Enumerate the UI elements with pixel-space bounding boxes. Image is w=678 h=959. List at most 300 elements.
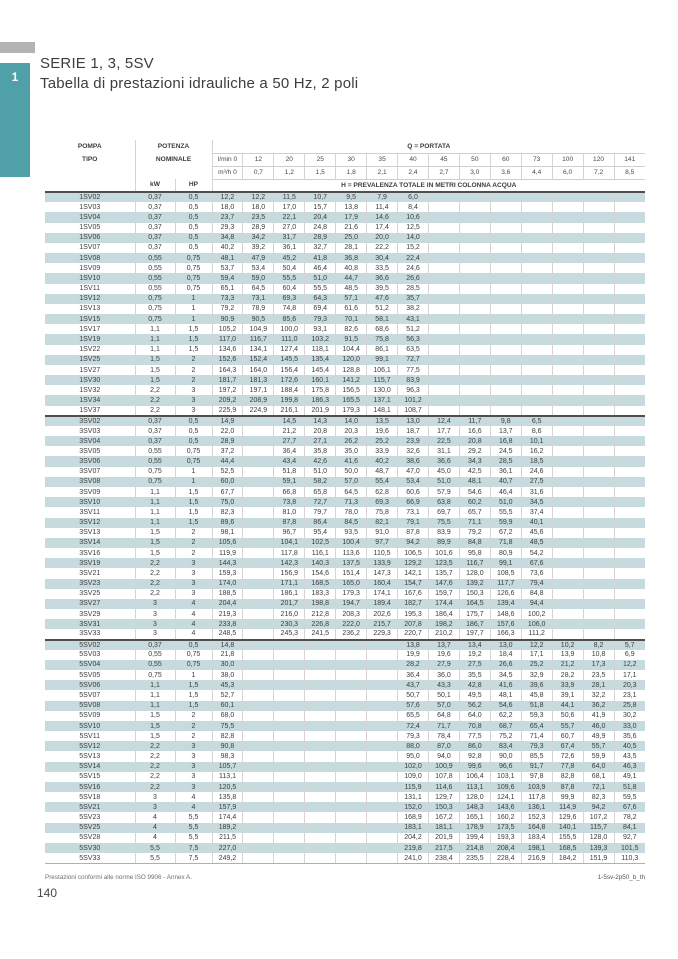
cell-head-value (367, 762, 398, 772)
cell-head-value (243, 721, 274, 731)
table-row (45, 670, 645, 680)
cell-head-value: 189,4 (367, 599, 398, 609)
cell-head-value (243, 558, 274, 568)
cell-head-value: 58,2 (305, 477, 336, 487)
cell-head-value (490, 212, 521, 222)
cell-head-value: 128,0 (583, 833, 614, 843)
cell-kw: 4 (135, 812, 175, 822)
cell-head-value (336, 640, 367, 650)
cell-head-value: 55,7 (552, 721, 583, 731)
cell-kw: 0,55 (135, 650, 175, 660)
cell-head-value (367, 853, 398, 863)
cell-head-value: 186,4 (428, 609, 459, 619)
cell-hp: 4 (175, 599, 212, 609)
cell-head-value: 199,8 (274, 395, 305, 405)
cell-head-value: 55,5 (274, 273, 305, 283)
cell-head-value (243, 548, 274, 558)
cell-head-value: 21,6 (336, 223, 367, 233)
cell-head-value: 64,5 (336, 487, 367, 497)
cell-hp: 2 (175, 548, 212, 558)
cell-head-value (614, 233, 645, 243)
cell-head-value (521, 314, 552, 324)
cell-head-value (274, 792, 305, 802)
cell-pump-type: 5SV30 (45, 843, 135, 853)
cell-head-value: 23,9 (398, 436, 429, 446)
cell-head-value: 28,9 (305, 233, 336, 243)
header-m3h-value: 8,5 (614, 166, 645, 179)
cell-head-value: 36,6 (367, 273, 398, 283)
cell-head-value: 31,1 (428, 446, 459, 456)
cell-head-value (336, 843, 367, 853)
cell-head-value: 41,8 (305, 253, 336, 263)
cell-head-value (614, 518, 645, 528)
cell-head-value: 60,4 (274, 284, 305, 294)
cell-head-value (552, 629, 583, 639)
cell-head-value: 166,3 (490, 629, 521, 639)
cell-head-value: 84,1 (614, 823, 645, 833)
cell-head-value (552, 487, 583, 497)
cell-head-value: 100,2 (521, 609, 552, 619)
cell-hp: 3 (175, 751, 212, 761)
cell-head-value: 34,2 (243, 233, 274, 243)
cell-kw: 4 (135, 833, 175, 843)
cell-kw: 3 (135, 629, 175, 639)
cell-head-value (552, 609, 583, 619)
table-row (45, 792, 645, 802)
cell-kw: 1,5 (135, 375, 175, 385)
cell-hp: 0,75 (175, 456, 212, 466)
cell-head-value (521, 202, 552, 212)
cell-head-value: 69,7 (428, 507, 459, 517)
cell-head-value: 155,5 (552, 833, 583, 843)
cell-kw: 0,55 (135, 273, 175, 283)
cell-head-value: 38,6 (398, 456, 429, 466)
cell-pump-type: 1SV32 (79, 386, 101, 394)
cell-head-value: 111,0 (274, 334, 305, 344)
header-m3h-value: 3,0 (459, 166, 490, 179)
cell-pump-type: 1SV06 (45, 233, 135, 243)
cell-head-value (243, 629, 274, 639)
cell-head-value: 220,7 (398, 629, 429, 639)
cell-head-value: 75,8 (367, 334, 398, 344)
cell-pump-type: 3SV19 (45, 558, 135, 568)
cell-head-value: 51,8 (614, 782, 645, 792)
cell-pump-type: 5SV16 (45, 782, 135, 792)
cell-head-value (243, 640, 274, 650)
cell-hp: 0,75 (175, 446, 212, 456)
cell-head-value: 27,0 (274, 223, 305, 233)
cell-head-value: 79,4 (521, 579, 552, 589)
cell-pump-type: 5SV03 (79, 651, 101, 659)
cell-head-value (274, 762, 305, 772)
cell-head-value: 29,3 (212, 223, 243, 233)
cell-kw: 0,37 (135, 426, 175, 436)
cell-head-value: 212,8 (305, 609, 336, 619)
header-potenza: POTENZA (135, 140, 212, 153)
cell-head-value: 71,8 (490, 538, 521, 548)
cell-head-value: 216,1 (274, 406, 305, 416)
cell-head-value: 53,4 (243, 263, 274, 273)
cell-head-value: 13,0 (398, 416, 429, 426)
cell-head-value: 27,5 (521, 477, 552, 487)
cell-head-value: 135,8 (212, 792, 243, 802)
cell-kw: 2,2 (135, 751, 175, 761)
cell-kw: 1,5 (135, 711, 175, 721)
cell-head-value: 22,4 (398, 253, 429, 263)
table-row (45, 507, 645, 517)
cell-head-value (459, 233, 490, 243)
cell-head-value (428, 365, 459, 375)
cell-head-value (614, 202, 645, 212)
cell-head-value (243, 599, 274, 609)
cell-head-value: 94,4 (521, 599, 552, 609)
cell-head-value (583, 263, 614, 273)
cell-head-value: 141,2 (336, 375, 367, 385)
cell-head-value: 86,4 (305, 518, 336, 528)
cell-hp: 2 (175, 355, 212, 365)
cell-head-value (243, 843, 274, 853)
cell-head-value: 40,2 (212, 243, 243, 253)
cell-head-value: 186,7 (459, 619, 490, 629)
cell-head-value: 82,8 (552, 772, 583, 782)
cell-head-value: 65,7 (459, 507, 490, 517)
cell-head-value (367, 802, 398, 812)
cell-head-value (459, 334, 490, 344)
cell-head-value: 109,0 (398, 772, 429, 782)
cell-head-value (583, 223, 614, 233)
cell-head-value: 15,2 (398, 243, 429, 253)
cell-head-value: 37,2 (212, 446, 243, 456)
table-row (45, 701, 645, 711)
cell-head-value: 182,7 (398, 599, 429, 609)
cell-head-value: 14,9 (212, 416, 243, 426)
cell-kw: 1,1 (135, 497, 175, 507)
cell-head-value (614, 487, 645, 497)
cell-head-value (305, 660, 336, 670)
cell-head-value (552, 395, 583, 405)
cell-hp: 1 (175, 304, 212, 314)
cell-head-value: 30,0 (212, 660, 243, 670)
cell-pump-type: 1SV08 (45, 253, 135, 263)
cell-hp: 0,75 (175, 273, 212, 283)
cell-head-value: 28,2 (552, 670, 583, 680)
cell-head-value (459, 202, 490, 212)
cell-head-value (552, 518, 583, 528)
cell-head-value (614, 304, 645, 314)
cell-head-value (490, 406, 521, 416)
cell-head-value: 80,9 (490, 548, 521, 558)
cell-head-value: 107,8 (428, 772, 459, 782)
header-lmin-value: 120 (583, 153, 614, 166)
cell-head-value (583, 487, 614, 497)
cell-hp: 3 (175, 741, 212, 751)
cell-head-value: 72,6 (552, 751, 583, 761)
cell-head-value: 120,0 (336, 355, 367, 365)
cell-kw: 0,37 (135, 223, 175, 233)
cell-head-value (583, 589, 614, 599)
cell-head-value: 94,2 (398, 538, 429, 548)
cell-kw: 0,55 (135, 446, 175, 456)
cell-hp: 3 (175, 395, 212, 405)
cell-head-value: 103,1 (490, 772, 521, 782)
cell-head-value: 13,7 (490, 426, 521, 436)
header-q-portata: Q = PORTATA (212, 140, 645, 153)
cell-head-value (459, 294, 490, 304)
cell-head-value: 77,5 (459, 731, 490, 741)
cell-head-value (274, 680, 305, 690)
cell-head-value: 53,4 (398, 477, 429, 487)
cell-pump-type: 3SV03 (79, 427, 101, 435)
cell-head-value (243, 579, 274, 589)
cell-head-value (459, 385, 490, 395)
cell-head-value (552, 538, 583, 548)
cell-head-value: 47,0 (398, 467, 429, 477)
cell-kw: 1,5 (135, 548, 175, 558)
cell-head-value (614, 507, 645, 517)
cell-head-value: 198,2 (428, 619, 459, 629)
cell-head-value: 52,7 (212, 690, 243, 700)
cell-head-value (583, 395, 614, 405)
cell-hp: 2 (175, 731, 212, 741)
cell-head-value: 110,5 (367, 548, 398, 558)
header-lmin-value: 45 (428, 153, 459, 166)
table-row (45, 548, 645, 558)
header-m3h-value: 2,1 (367, 166, 398, 179)
cell-head-value: 50,1 (428, 690, 459, 700)
cell-head-value: 151,4 (336, 568, 367, 578)
cell-head-value (614, 477, 645, 487)
cell-head-value: 95,0 (398, 751, 429, 761)
cell-head-value (336, 680, 367, 690)
cell-hp: 0,5 (175, 202, 212, 212)
cell-head-value: 219,8 (398, 843, 429, 853)
cell-kw: 2,2 (135, 395, 175, 405)
cell-head-value: 36,8 (336, 253, 367, 263)
cell-head-value (274, 812, 305, 822)
cell-pump-type: 1SV37 (79, 406, 101, 414)
cell-head-value (243, 660, 274, 670)
cell-head-value: 36,2 (583, 701, 614, 711)
cell-head-value (614, 345, 645, 355)
cell-head-value (305, 711, 336, 721)
table-row (45, 477, 645, 487)
cell-head-value (521, 324, 552, 334)
cell-head-value: 14,8 (212, 640, 243, 650)
table-row (45, 579, 645, 589)
page-number: 140 (37, 886, 58, 900)
cell-head-value: 157,6 (490, 619, 521, 629)
cell-head-value (243, 456, 274, 466)
cell-head-value (274, 670, 305, 680)
cell-head-value: 50,0 (336, 467, 367, 477)
cell-head-value: 11,4 (367, 202, 398, 212)
cell-head-value: 97,7 (367, 538, 398, 548)
cell-hp: 3 (175, 579, 212, 589)
cell-head-value (490, 365, 521, 375)
cell-head-value: 60,2 (459, 497, 490, 507)
cell-head-value: 95,4 (305, 528, 336, 538)
cell-head-value: 44,4 (212, 456, 243, 466)
cell-kw: 3 (135, 792, 175, 802)
cell-head-value: 139,2 (459, 579, 490, 589)
cell-kw: 3 (135, 599, 175, 609)
cell-hp: 1,5 (175, 518, 212, 528)
cell-head-value: 139,3 (583, 843, 614, 853)
table-row (45, 416, 645, 426)
cell-head-value: 86,0 (459, 741, 490, 751)
cell-head-value: 135,7 (428, 568, 459, 578)
cell-head-value: 20,8 (459, 436, 490, 446)
cell-head-value: 14,6 (367, 212, 398, 222)
cell-head-value (614, 334, 645, 344)
cell-head-value (552, 284, 583, 294)
cell-head-value (583, 375, 614, 385)
cell-head-value (459, 375, 490, 385)
cell-head-value (243, 823, 274, 833)
header-m3h-value: 2,7 (428, 166, 459, 179)
cell-pump-type: 5SV04 (45, 660, 135, 670)
cell-pump-type: 3SV02 (45, 416, 135, 426)
cell-pump-type: 1SV05 (79, 224, 101, 232)
cell-head-value: 68,7 (490, 721, 521, 731)
cell-head-value (490, 375, 521, 385)
cell-head-value (305, 792, 336, 802)
cell-head-value: 70,8 (459, 721, 490, 731)
cell-head-value: 41,6 (490, 680, 521, 690)
table-row (45, 690, 645, 700)
cell-head-value: 91,5 (336, 334, 367, 344)
cell-head-value: 248,5 (212, 629, 243, 639)
cell-head-value (367, 650, 398, 660)
cell-head-value: 207,8 (398, 619, 429, 629)
cell-head-value: 51,2 (398, 324, 429, 334)
cell-head-value: 40,2 (367, 456, 398, 466)
cell-head-value (552, 263, 583, 273)
cell-head-value: 54,2 (521, 548, 552, 558)
cell-head-value: 78,4 (428, 731, 459, 741)
cell-head-value (428, 284, 459, 294)
cell-head-value: 208,3 (336, 609, 367, 619)
cell-head-value: 183,4 (521, 833, 552, 843)
cell-head-value: 32,7 (305, 243, 336, 253)
cell-head-value: 51,0 (305, 273, 336, 283)
cell-head-value (428, 223, 459, 233)
cell-head-value (336, 751, 367, 761)
footnote-standard: Prestazioni conformi alle norme ISO 9906 - Annex A. (45, 874, 193, 881)
cell-head-value (305, 782, 336, 792)
cell-head-value (336, 660, 367, 670)
cell-head-value: 56,2 (459, 701, 490, 711)
cell-head-value: 130,0 (367, 385, 398, 395)
cell-head-value: 210,2 (428, 629, 459, 639)
cell-pump-type: 5SV11 (79, 732, 100, 740)
cell-head-value (490, 243, 521, 253)
header-m3h-value: 0,7 (243, 166, 274, 179)
cell-head-value (521, 192, 552, 202)
cell-kw: 2,2 (135, 568, 175, 578)
cell-hp: 1,5 (175, 334, 212, 344)
cell-head-value: 84,5 (336, 518, 367, 528)
cell-head-value: 152,3 (521, 812, 552, 822)
cell-head-value (583, 426, 614, 436)
cell-head-value: 53,7 (212, 263, 243, 273)
cell-head-value: 7,9 (367, 192, 398, 202)
cell-pump-type: 3SV31 (45, 619, 135, 629)
cell-head-value (552, 467, 583, 477)
cell-head-value: 6,5 (521, 416, 552, 426)
cell-head-value: 204,4 (212, 599, 243, 609)
table-row (45, 426, 645, 436)
cell-head-value: 54,6 (490, 701, 521, 711)
cell-head-value: 137,1 (367, 395, 398, 405)
cell-head-value (336, 650, 367, 660)
cell-head-value: 65,8 (305, 487, 336, 497)
cell-head-value: 174,1 (367, 589, 398, 599)
cell-head-value (614, 355, 645, 365)
cell-head-value: 95,8 (459, 548, 490, 558)
cell-head-value: 71,3 (336, 497, 367, 507)
cell-hp: 4 (175, 609, 212, 619)
cell-head-value: 13,4 (459, 640, 490, 650)
cell-head-value: 101,6 (428, 548, 459, 558)
cell-head-value (614, 579, 645, 589)
cell-head-value (367, 772, 398, 782)
cell-head-value: 87,0 (428, 741, 459, 751)
cell-head-value (367, 690, 398, 700)
cell-head-value: 106,4 (459, 772, 490, 782)
cell-head-value: 10,7 (305, 192, 336, 202)
cell-head-value (521, 355, 552, 365)
cell-head-value (552, 223, 583, 233)
cell-head-value: 164,3 (212, 365, 243, 375)
cell-head-value: 174,4 (212, 812, 243, 822)
cell-kw: 0,75 (135, 304, 175, 314)
cell-head-value: 134,6 (212, 345, 243, 355)
header-lmin-value: 35 (367, 153, 398, 166)
cell-head-value (336, 741, 367, 751)
cell-head-value (367, 741, 398, 751)
cell-hp: 3 (175, 385, 212, 395)
cell-head-value: 214,8 (459, 843, 490, 853)
cell-hp: 0,75 (175, 263, 212, 273)
cell-hp: 0,5 (175, 192, 212, 202)
cell-head-value: 30,4 (367, 253, 398, 263)
cell-head-value (552, 355, 583, 365)
cell-hp: 7,5 (175, 843, 212, 853)
cell-kw: 1,1 (135, 701, 175, 711)
cell-hp: 7,5 (175, 853, 212, 863)
title-line2: Tabella di prestazioni idrauliche a 50 Hz, 2 poli (40, 74, 359, 92)
cell-head-value (521, 212, 552, 222)
cell-head-value (583, 497, 614, 507)
cell-head-value: 23,5 (583, 670, 614, 680)
cell-head-value: 40,7 (490, 477, 521, 487)
cell-kw: 0,55 (135, 253, 175, 263)
cell-kw: 5,5 (135, 853, 175, 863)
cell-head-value: 24,5 (490, 446, 521, 456)
cell-pump-type: 1SV22 (79, 346, 101, 354)
cell-head-value: 127,4 (274, 345, 305, 355)
cell-head-value: 174,0 (212, 579, 243, 589)
cell-head-value: 79,3 (305, 314, 336, 324)
cell-head-value: 33,9 (552, 680, 583, 690)
cell-head-value (367, 823, 398, 833)
cell-head-value: 164,8 (521, 823, 552, 833)
cell-head-value: 215,7 (367, 619, 398, 629)
cell-head-value (274, 772, 305, 782)
table-row (45, 589, 645, 599)
cell-head-value: 105,7 (212, 762, 243, 772)
